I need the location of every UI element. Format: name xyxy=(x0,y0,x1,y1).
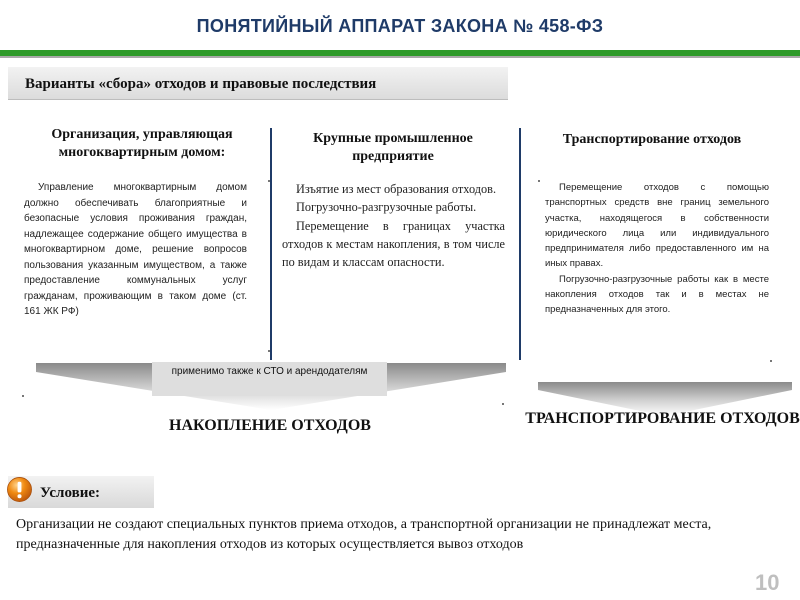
corner-dot xyxy=(538,180,540,182)
subtitle-text: Варианты «сбора» отходов и правовые последствия xyxy=(25,76,377,92)
column-body-housing xyxy=(24,180,247,320)
column-body-industrial xyxy=(282,180,505,271)
corner-dot xyxy=(268,350,270,352)
column-separator xyxy=(519,128,521,360)
note-box: применимо также к СТО и арендодателям xyxy=(152,362,387,396)
condition-text: Организации не создают специальных пунктов приема отходов, а транспортной организации не принадлежат места, предназначенные для накопления отходов из которых осуществляется вывоз отходов xyxy=(16,517,712,552)
column-heading-industrial: Крупные промышленное предприятие xyxy=(313,131,473,164)
result-transportation: ТРАНСПОРТИРОВАНИЕ ОТХОДОВ xyxy=(525,410,800,427)
column-separator xyxy=(270,128,272,360)
column-heading-transport: Транспортирование отходов xyxy=(562,132,742,147)
slide-title: ПОНЯТИЙНЫЙ АППАРАТ ЗАКОНА № 458-ФЗ xyxy=(196,16,604,36)
condition-label: Условие: xyxy=(40,485,100,501)
warning-icon xyxy=(6,476,33,503)
column-heading-housing: Организация, управляющая многоквартирным домом: xyxy=(51,127,233,160)
corner-dot xyxy=(268,180,270,182)
column-body-transport xyxy=(545,180,769,318)
body-paragraph: Погрузочно-разгрузочные работы как в месте накопления отходов так и в местах не предназначенных для этого. xyxy=(545,273,769,316)
body-paragraph: Погрузочно-разгрузочные работы. xyxy=(296,200,477,215)
body-paragraph: Изъятие из мест образования отходов. xyxy=(296,182,497,196)
body-paragraph: Управление многоквартирным домом должно обеспечивать благоприятные и безопасные условия проживания граждан, надлежащее содержание общего имущества в многоквартирном доме, решение вопросов пользования указанным имуществом, а также предоставление коммунальных услуг гражданам, проживающим в таком доме (ст. 161 ЖК РФ) xyxy=(24,182,247,317)
page-number: 10 xyxy=(755,570,780,595)
body-paragraph: Перемещение отходов с помощью транспортных средств вне границ земельного участка, находящегося в собственности юридического лица или индивидуального предпринимателя либо предоставленного им на иных правах. xyxy=(545,182,769,270)
body-paragraph: Перемещение в границах участка отходов к местам накопления, в том числе по видам и классам опасности. xyxy=(282,218,505,270)
result-accumulation: НАКОПЛЕНИЕ ОТХОДОВ xyxy=(169,417,371,434)
header-rule-gray xyxy=(0,56,800,58)
